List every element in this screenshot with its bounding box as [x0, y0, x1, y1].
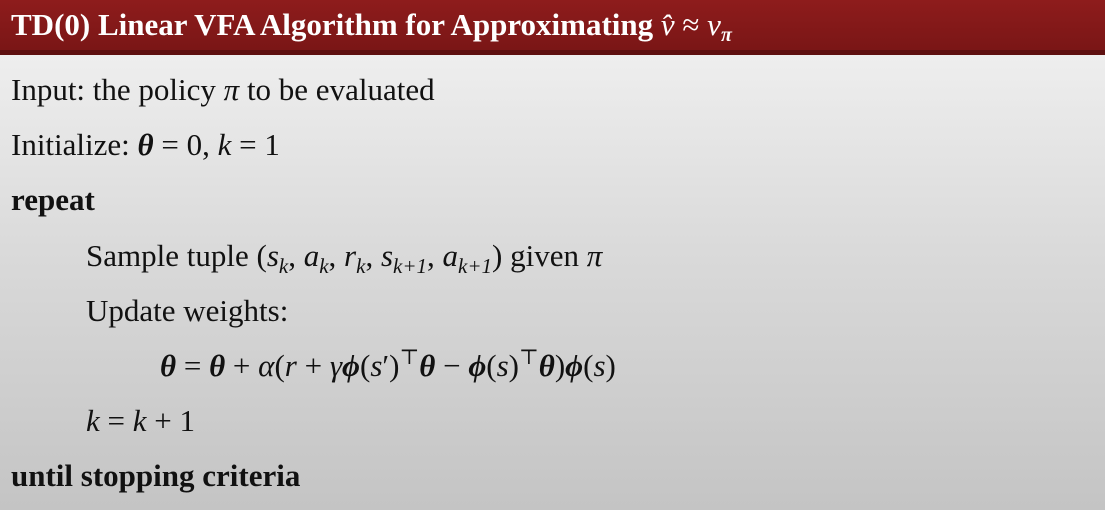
- input-line: [11, 70, 435, 110]
- update-equation: θ = θ + α(r + γϕ(s′)⊤θ − ϕ(s)⊤θ)ϕ(s): [160, 345, 616, 383]
- algorithm-title: [0, 0, 1105, 55]
- sample-label: Sample tuple: [86, 238, 249, 273]
- input-rest: to be evaluated: [246, 72, 435, 107]
- sample-line: [86, 236, 602, 276]
- k-lhs: k: [86, 403, 100, 438]
- update-label: Update weights:: [86, 293, 289, 328]
- title-v: v: [707, 7, 721, 42]
- k-increment-line: [86, 401, 195, 441]
- input-label: Input: the policy: [11, 72, 216, 107]
- init-label: Initialize:: [11, 127, 130, 162]
- until-keyword: until stopping criteria: [11, 458, 301, 493]
- title-approx: ≈: [682, 7, 700, 42]
- title-text: TD(0) Linear VFA Algorithm for Approximating: [11, 7, 654, 42]
- sample-pi: π: [586, 238, 603, 273]
- k-rhs: + 1: [146, 403, 195, 438]
- repeat-keyword: repeat: [11, 182, 95, 217]
- title-v-subscript: π: [720, 24, 732, 46]
- title-vhat: v̂: [660, 7, 675, 42]
- algorithm-body: [0, 55, 1105, 510]
- initialize-line: [11, 125, 280, 165]
- init-theta: θ: [137, 127, 154, 162]
- init-k: k: [217, 127, 232, 162]
- init-rest: = 0,: [153, 127, 218, 162]
- k-eq: =: [99, 403, 133, 438]
- input-pi: π: [223, 72, 240, 107]
- sample-given: given: [510, 238, 579, 273]
- sample-tuple: ($s_k$, $a_k$, $r_k$, $s_{k+1}$, $a_{k+1}$): [256, 238, 503, 278]
- init-rest2: = 1: [231, 127, 280, 162]
- k-rhs-k: k: [132, 403, 147, 438]
